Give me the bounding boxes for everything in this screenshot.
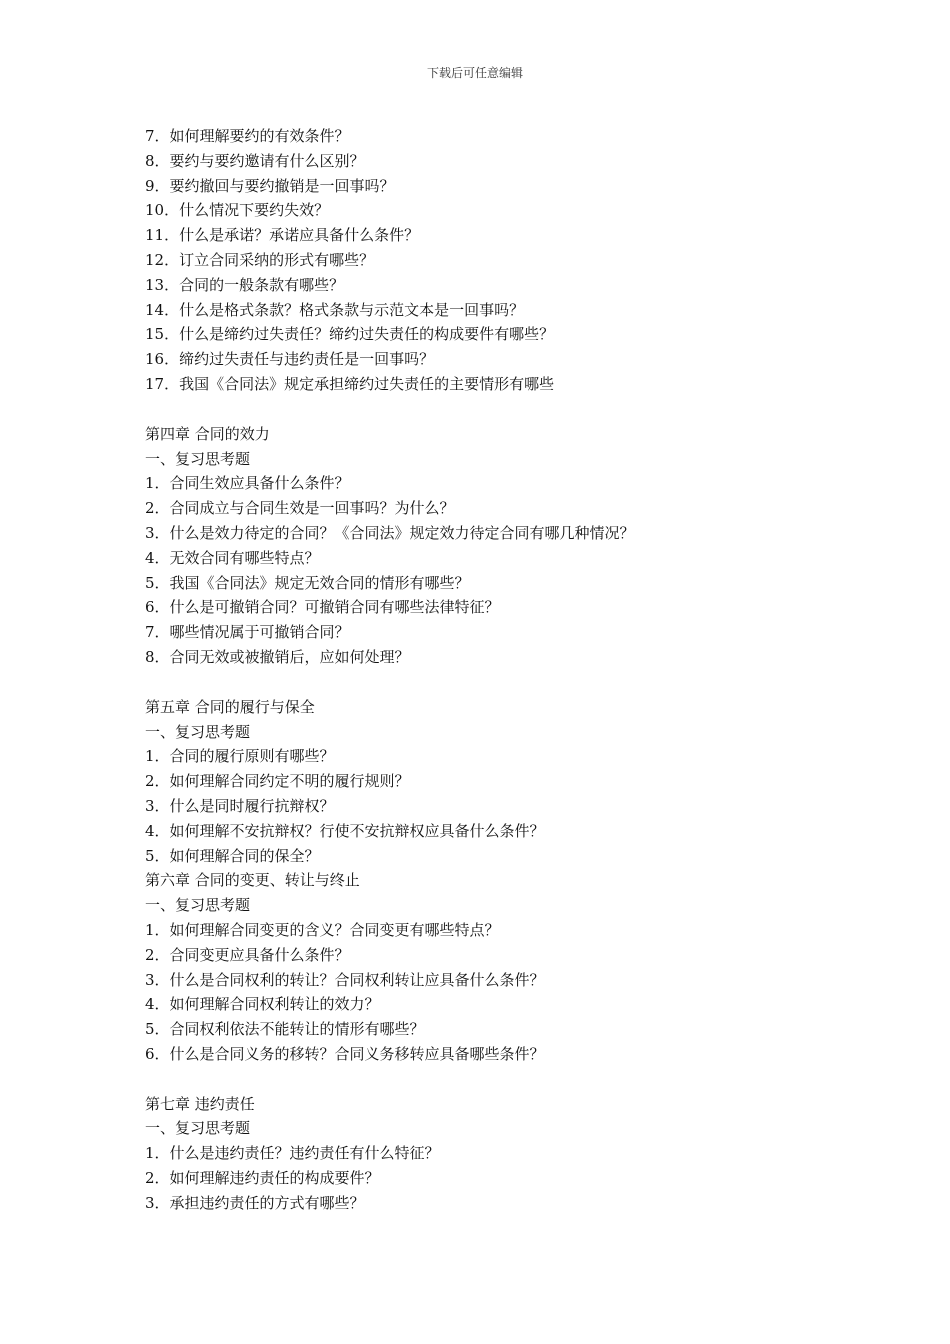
question-item: 11．什么是承诺？承诺应具备什么条件？ [145, 226, 420, 245]
question-item: 4．无效合同有哪些特点？ [145, 548, 320, 567]
chapter-6-section [145, 868, 845, 1066]
chapter-title: 第七章 违约责任 [145, 1094, 255, 1113]
question-item: 2．如何理解违约责任的构成要件？ [145, 1169, 380, 1188]
question-item: 13．合同的一般条款有哪些？ [145, 275, 345, 294]
section-gap [145, 1067, 845, 1092]
section-gap [145, 670, 845, 695]
question-item: 3．什么是同时履行抗辩权？ [145, 796, 335, 815]
chapter-title: 第五章 合同的履行与保全 [145, 697, 315, 716]
question-item: 2．如何理解合同约定不明的履行规则？ [145, 772, 410, 791]
chapter-7-section [145, 1092, 845, 1216]
question-item: 2．合同成立与合同生效是一回事吗？为什么？ [145, 499, 455, 518]
question-item: 14．什么是格式条款？格式条款与示范文本是一回事吗？ [145, 300, 525, 319]
section-gap [145, 397, 845, 422]
question-item: 16．缔约过失责任与违约责任是一回事吗？ [145, 350, 435, 369]
chapter-4-section [145, 422, 845, 670]
question-item: 8．合同无效或被撤销后，应如何处理？ [145, 647, 410, 666]
question-item: 3．什么是效力待定的合同？《合同法》规定效力待定合同有哪几种情况？ [145, 523, 635, 542]
question-item: 2．合同变更应具备什么条件？ [145, 945, 350, 964]
section-subtitle: 一、复习思考题 [145, 722, 251, 741]
question-item: 3．什么是合同权利的转让？合同权利转让应具备什么条件？ [145, 970, 545, 989]
question-item: 8．要约与要约邀请有什么区别？ [145, 151, 365, 170]
section-subtitle: 一、复习思考题 [145, 1119, 251, 1138]
question-item: 1．什么是违约责任？违约责任有什么特征？ [145, 1144, 440, 1163]
question-item: 4．如何理解不安抗辩权？行使不安抗辩权应具备什么条件？ [145, 821, 545, 840]
chapter-5-section [145, 695, 845, 869]
question-item: 17．我国《合同法》规定承担缔约过失责任的主要情形有哪些 [145, 374, 555, 393]
question-item: 6．什么是可撤销合同？可撤销合同有哪些法律特征？ [145, 598, 500, 617]
question-item: 1．合同的履行原则有哪些？ [145, 747, 335, 766]
question-item: 12．订立合同采纳的形式有哪些？ [145, 250, 375, 269]
question-item: 1．合同生效应具备什么条件？ [145, 474, 350, 493]
question-item: 4．如何理解合同权利转让的效力？ [145, 995, 380, 1014]
section-subtitle: 一、复习思考题 [145, 449, 251, 468]
question-item: 9．要约撤回与要约撤销是一回事吗？ [145, 176, 395, 195]
chapter-title: 第六章 合同的变更、转让与终止 [145, 871, 360, 890]
question-item: 15．什么是缔约过失责任？缔约过失责任的构成要件有哪些？ [145, 325, 555, 344]
question-item: 3．承担违约责任的方式有哪些？ [145, 1193, 365, 1212]
page-header: 下载后可任意编辑 [426, 66, 523, 80]
question-list-ch3-continued [145, 124, 845, 397]
question-item: 1．如何理解合同变更的含义？合同变更有哪些特点？ [145, 920, 500, 939]
question-item: 7．哪些情况属于可撤销合同？ [145, 623, 350, 642]
question-item: 10．什么情况下要约失效？ [145, 201, 330, 220]
question-item: 7．如何理解要约的有效条件？ [145, 127, 350, 145]
question-item: 5．合同权利依法不能转让的情形有哪些？ [145, 1020, 425, 1039]
question-item: 5．我国《合同法》规定无效合同的情形有哪些？ [145, 573, 470, 592]
question-item: 6．什么是合同义务的移转？合同义务移转应具备哪些条件？ [145, 1044, 545, 1063]
section-subtitle: 一、复习思考题 [145, 896, 251, 915]
document-body [145, 124, 845, 1216]
chapter-title: 第四章 合同的效力 [145, 424, 270, 443]
question-item: 5．如何理解合同的保全？ [145, 846, 320, 865]
